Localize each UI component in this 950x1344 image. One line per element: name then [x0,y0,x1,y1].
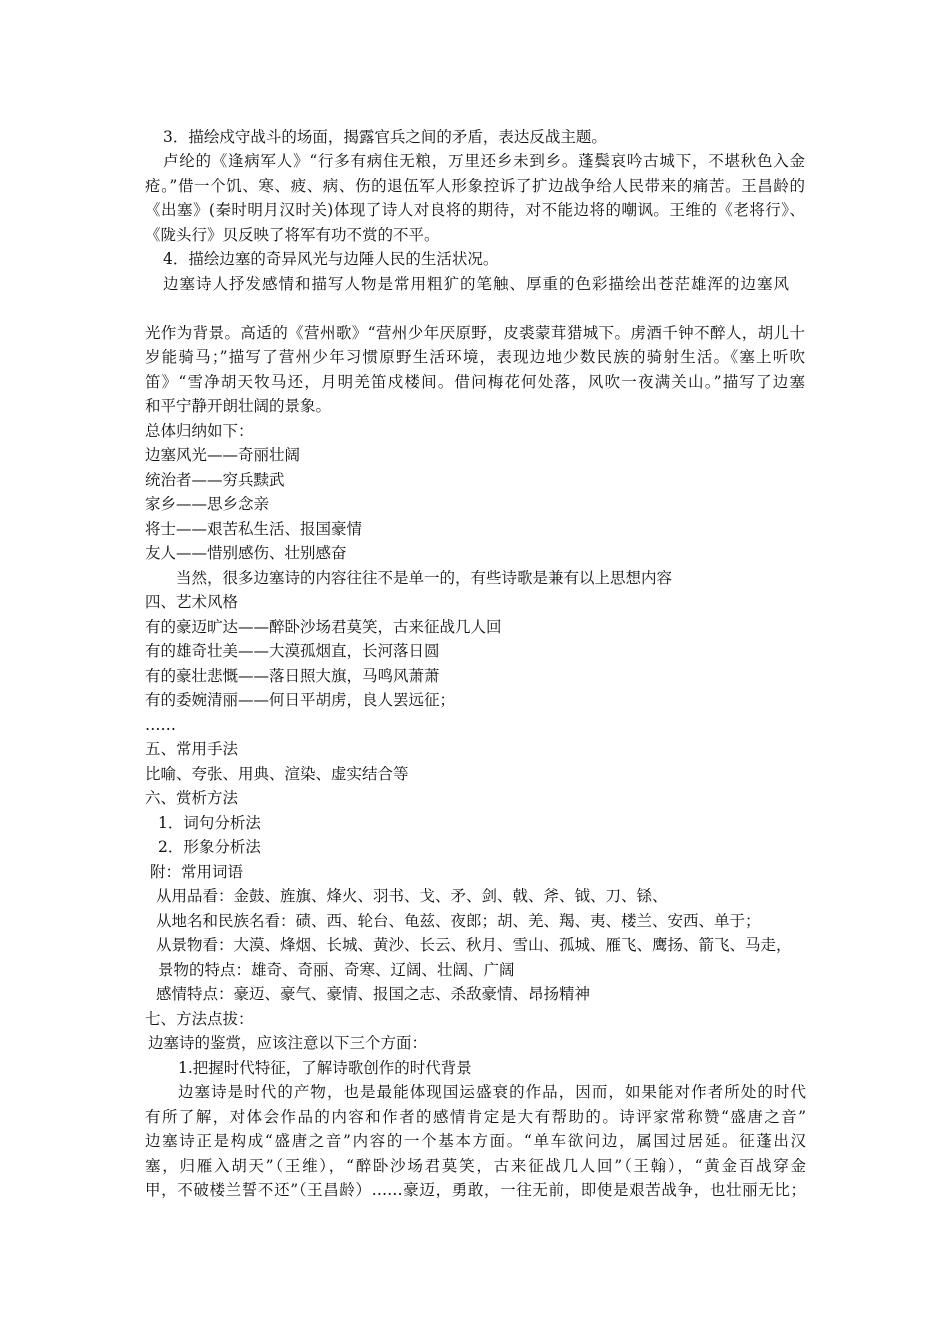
section-heading-3: 3．描绘戍守战斗的场面，揭露官兵之间的矛盾，表达反战主题。 [163,128,607,146]
paragraph-line: 笛》“雪净胡天牧马还，月明羌笛戍楼间。借问梅花何处落，风吹一夜满关山。”描写了边塞 [145,373,805,391]
paragraph-line: 边塞诗人抒发感情和描写人物是常用粗犷的笔触、厚重的色彩描绘出苍茫雄浑的边塞风 [163,275,789,293]
paragraph-line: 卢纶的《逢病军人》“行多有病住无粮，万里还乡未到乡。蓬鬓哀吟古城下，不堪秋色入金 [163,152,805,170]
tip-heading: 1.把握时代特征，了解诗歌创作的时代背景 [178,1059,472,1077]
method-item: 1．词句分析法 [158,814,261,832]
vocab-line: 从地名和民族名看：碛、西、轮台、龟兹、夜郎；胡、羌、羯、夷、楼兰、安西、单于； [156,912,761,930]
paragraph-line: 边塞诗是时代的产物，也是最能体现国运盛衰的作品，因而，如果能对作者所处的时代 [178,1083,806,1101]
appendix-heading: 附：常用词语 [150,863,244,881]
paragraph-line: 边塞诗的鉴赏，应该注意以下三个方面： [148,1034,428,1052]
paragraph-line: 塞，归雁入胡天”（王维），“醉卧沙场君莫笑，古来征战几人回”（王翰），“黄金百战穿金 [145,1157,806,1175]
section-heading-methods: 六、赏析方法 [145,789,239,807]
section-heading-techniques: 五、常用手法 [145,740,239,758]
section-heading-4: 4．描绘边塞的奇异风光与边陲人民的生活状况。 [163,250,499,268]
paragraph-line: 《陇头行》贝反映了将军有功不赏的不平。 [145,226,440,244]
vocab-line: 感情特点：豪迈、豪气、豪情、报国之志、杀敌豪情、昂扬精神 [156,985,591,1003]
paragraph-line: 有所了解，对体会作品的内容和作者的感情肯定是大有帮助的。诗评家常称赞“盛唐之音” [145,1108,806,1126]
vocab-line: 景物的特点：雄奇、奇丽、奇寒、辽阔、壮阔、广阔 [158,961,515,979]
section-heading-tips: 七、方法点拔： [145,1010,254,1028]
method-item: 2．形象分析法 [158,838,261,856]
ellipsis: …… [145,716,176,734]
style-item: 有的雄奇壮美——大漠孤烟直，长河落日圆 [145,642,440,660]
paragraph-line: 疮。”借一个饥、寒、疲、病、伤的退伍军人形象控诉了扩边战争给人民带来的痛苦。王昌龄的 [145,177,805,195]
style-item: 有的委婉清丽——何日平胡虏，良人罢远征； [145,691,456,709]
paragraph-line: 甲，不破楼兰誓不还”（王昌龄）……豪迈，勇敢，一往无前，即使是艰苦战争，也壮丽无比； [145,1181,806,1199]
summary-item: 将士——艰苦私生活、报国豪情 [145,520,363,538]
paragraph-line: 边塞诗正是构成“盛唐之音”内容的一个基本方面。“单车欲问边，属国过居延。征蓬出汉 [145,1132,806,1150]
summary-item: 边塞风光——奇丽壮阔 [145,446,301,464]
section-heading-art-style: 四、艺术风格 [145,593,239,611]
paragraph-line: 当然，很多边塞诗的内容往往不是单一的，有些诗歌是兼有以上思想内容 [176,569,673,587]
vocab-line: 从用品看：金鼓、旌旗、烽火、羽书、戈、矛、剑、戟、斧、钺、刀、铩、 [156,887,668,905]
style-item: 有的豪壮悲慨——落日照大旗，马鸣风萧萧 [145,667,440,685]
summary-heading: 总体归纳如下： [145,422,254,440]
style-item: 有的豪迈旷达——醉卧沙场君莫笑，古来征战几人回 [145,618,502,636]
summary-item: 友人——惜别感伤、壮别感奋 [145,544,347,562]
paragraph-line: 光作为背景。高适的《营州歌》“营州少年厌原野，皮裘蒙茸猎城下。虏酒千钟不醉人，胡儿十 [145,324,805,342]
paragraph-line: 《出塞》(秦时明月汉时关)体现了诗人对良将的期待，对不能边将的嘲讽。王维的《老将行》、 [145,201,805,219]
techniques-text: 比喻、夸张、用典、渲染、虚实结合等 [145,765,409,783]
paragraph-line: 和平宁静开朗壮阔的景象。 [145,397,332,415]
summary-item: 家乡——思乡念亲 [145,495,270,513]
vocab-line: 从景物看：大漠、烽烟、长城、黄沙、长云、秋月、雪山、孤城、雁飞、鹰扬、箭飞、马走， [156,936,792,954]
summary-item: 统治者——穷兵黩武 [145,471,285,489]
paragraph-line: 岁能骑马；”描写了营州少年习惯原野生活环境，表现边地少数民族的骑射生活。《塞上听吹 [145,348,805,366]
